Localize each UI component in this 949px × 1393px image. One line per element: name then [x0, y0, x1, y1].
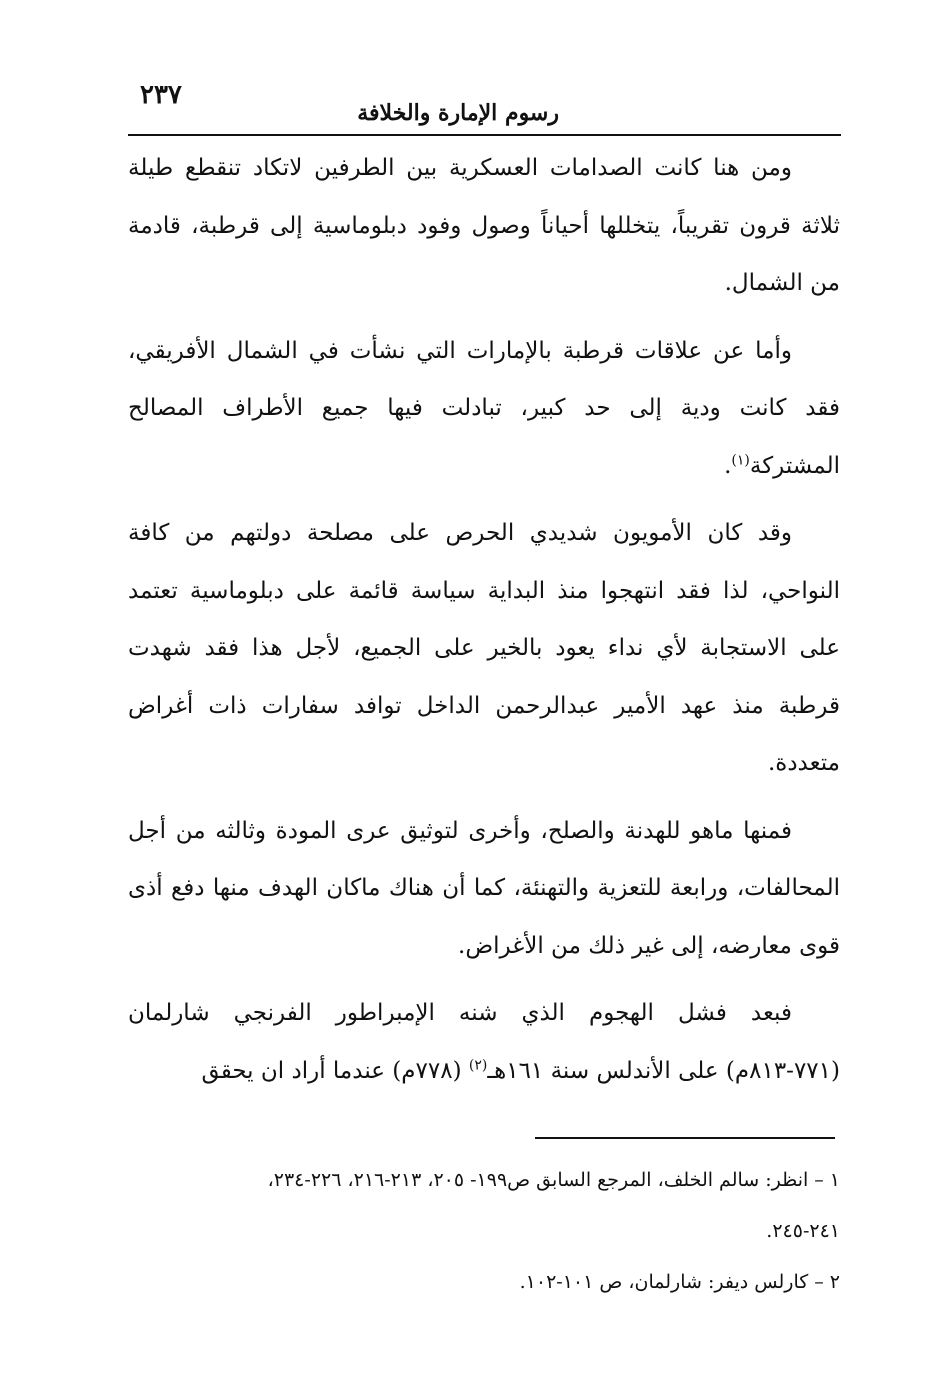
footnote-marker: (١) — [731, 451, 750, 468]
page-number: ٢٣٧ — [140, 80, 182, 110]
footnote-marker: (٢) — [468, 1056, 488, 1073]
footnote-continuation: ٢٤١-٢٤٥. — [766, 1220, 840, 1242]
paragraph: فبعد فشل الهجوم الذي شنه الإمبراطور الفرنجي شارلمان (٧٧١-٨١٣م) على الأندلس سنة ١٦١هـ$^{(٢)}$ (٧٧٨م) عندما أراد ان يحقق — [128, 1000, 840, 1084]
paragraph: وأما عن علاقات قرطبة بالإمارات التي نشأت في الشمال الأفريقي، فقد كانت ودية إلى حد كبير، تبادلت فيها جميع الأطراف المصالح المشتركة$^{(١)}$. — [128, 337, 840, 479]
header-rule — [128, 134, 841, 136]
footnote: ١–انظر: سالم الخلف، المرجع السابق ص١٩٩- ٢٠٥، ٢١٣-٢١٦، ٢٢٦-٢٣٤، — [267, 1169, 840, 1191]
running-title: رسوم الإمارة والخلافة — [357, 100, 559, 126]
footnote: ٢–كارلس ديفر: شارلمان، ص ١٠١-١٠٢. — [519, 1271, 840, 1293]
footnotes — [120, 1155, 840, 1308]
paragraph: وقد كان الأمويون شديدي الحرص على مصلحة دولتهم من كافة النواحي، لذا فقد انتهجوا منذ البداية سياسة قائمة على دبلوماسية تعتمد على الاستجابة لأي نداء يعود بالخير على الجميع، لأجل هذا فقد شهدت قرطبة منذ عهد الأمير عبدالرحمن الداخل توافد سفارات ذات أغراض متعددة. — [128, 520, 840, 776]
paragraph: ومن هنا كانت الصدامات العسكرية بين الطرفين لاتكاد تنقطع طيلة ثلاثة قرون تقريباً، يتخللها أحياناً وصول وفود دبلوماسية إلى قرطبة، قادمة من الشمال. — [128, 155, 840, 296]
footnote-rule — [535, 1137, 835, 1139]
body-text — [128, 140, 840, 1110]
paragraph: فمنها ماهو للهدنة والصلح، وأخرى لتوثيق عرى المودة وثالثه من أجل المحالفات، ورابعة للتعزية والتهنئة، كما أن هناك ماكان الهدف منها دفع أذى قوى معارضه، إلى غير ذلك من الأغراض. — [128, 817, 840, 959]
